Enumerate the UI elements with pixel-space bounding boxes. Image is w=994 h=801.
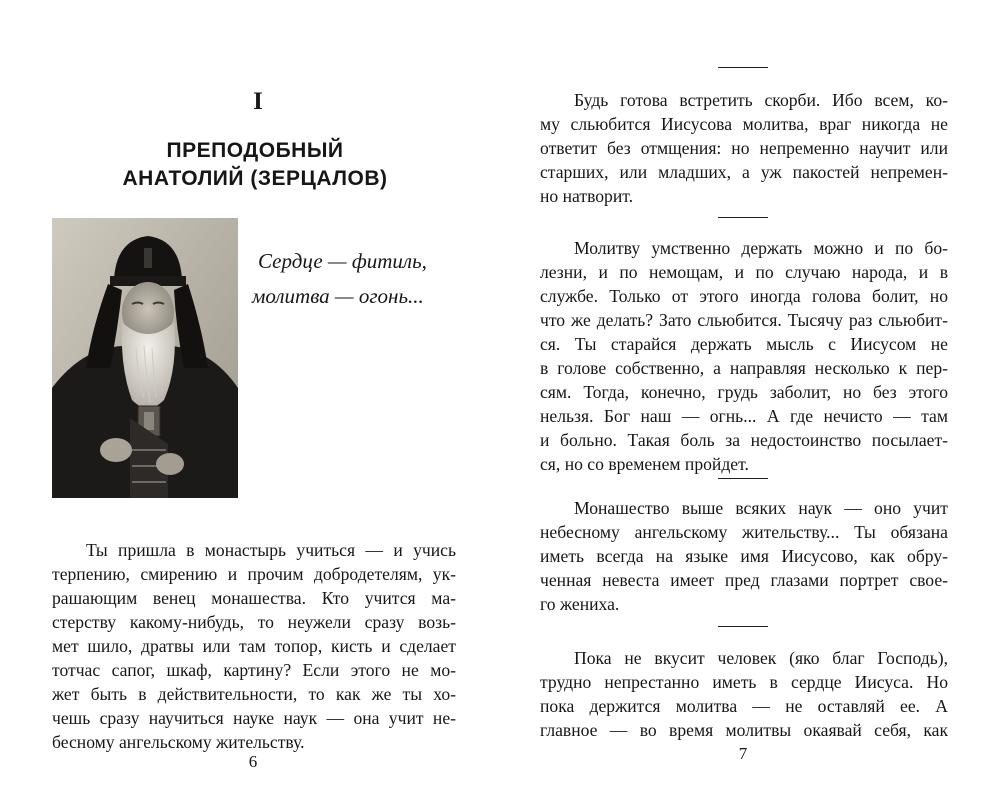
text-line: пока держится молитва — не оставляй ее. А xyxy=(540,696,948,716)
text-line: бесному ангельскому жительству. xyxy=(52,732,305,752)
epigraph xyxy=(252,244,462,314)
text-line: мет шило, дратвы или там топор, кисть и сделает xyxy=(52,636,456,656)
text-line: что же делать? Зато сльюбится. Тысячу раз сльюбит- xyxy=(540,310,948,330)
text-line: терпению, смирению и прочим добродетелям, ук- xyxy=(52,564,456,584)
text-line: Молитву умственно держать можно и по бо- xyxy=(574,238,948,258)
section-divider xyxy=(718,478,768,479)
chapter-title-line: АНАТОЛИЙ (ЗЕРЦАЛОВ) xyxy=(122,167,388,190)
section-divider xyxy=(718,67,768,68)
text-line: Пока не вкусит человек (яко благ Господь), xyxy=(574,648,948,668)
epigraph-line: молитва — огонь... xyxy=(252,284,424,308)
page-number-left: 6 xyxy=(248,752,258,771)
text-line: старших, или младших, а уж пакостей непремен- xyxy=(540,162,948,182)
text-line: го жениха. xyxy=(540,594,620,614)
text-line: Будь готова встретить скорби. Ибо всем, ко- xyxy=(574,90,948,110)
paragraph-3 xyxy=(540,496,948,616)
text-line: Ты пришла в монастырь учиться — и учись xyxy=(86,540,456,560)
text-line: небесному ангельскому жительству... Ты обязана xyxy=(540,522,948,542)
text-line: ответит без отмщения: но непременно научит или xyxy=(540,138,948,158)
paragraph-2 xyxy=(540,236,948,476)
text-line: сям. Тогда, конечно, грудь заболит, но без этого xyxy=(540,382,948,402)
text-line: нельзя. Бог наш — огнь... А где нечисто — там xyxy=(540,406,948,426)
text-line: трудно непрестанно иметь в сердце Иисуса. Но xyxy=(540,672,948,692)
text-line: но натворит. xyxy=(540,186,634,206)
text-line: стерству какому-нибудь, то неужели сразу возь- xyxy=(52,612,456,632)
paragraph-4 xyxy=(540,646,948,742)
chapter-title xyxy=(70,137,440,193)
chapter-number: I xyxy=(253,88,263,115)
text-line: лезни, и по немощам, и по случаю народа, и в xyxy=(540,262,948,282)
chapter-title-line: ПРЕПОДОБНЫЙ xyxy=(166,139,344,162)
text-line: рашающим венец монашества. Кто учится ма- xyxy=(52,588,456,608)
text-line: главное — во время молитвы окаявай себя, как xyxy=(540,720,948,740)
text-line: и больно. Такая боль за недостоинство посылает- xyxy=(540,430,948,450)
page-number-right: 7 xyxy=(738,744,748,763)
paragraph-1 xyxy=(540,88,948,208)
text-line: в голове собственно, а направляя несколько к пер- xyxy=(540,358,948,378)
text-line: жет быть в действительности, то как же ты хо- xyxy=(52,684,456,704)
text-line: ся, но со временем пройдет. xyxy=(540,454,749,474)
portrait-photo xyxy=(52,218,238,498)
text-line: тотчас сапог, шкаф, картину? Если этого не мо- xyxy=(52,660,456,680)
text-line: службе. Только от этого иногда голова болит, но xyxy=(540,286,948,306)
left-body-text xyxy=(52,538,456,754)
epigraph-line: Сердце — фитиль, xyxy=(258,249,427,273)
text-line: иметь всегда на языке имя Иисусово, как обру- xyxy=(540,546,948,566)
section-divider xyxy=(718,626,768,627)
section-divider xyxy=(718,217,768,218)
text-line: чешь сразу научиться науке наук — она учит не- xyxy=(52,708,456,728)
text-line: Монашество выше всяких наук — оно учит xyxy=(574,498,948,518)
text-line: му сльюбится Иисусова молитва, враг никогда не xyxy=(540,114,948,134)
text-line: ченная невеста имеет пред глазами портрет свое- xyxy=(540,570,948,590)
text-line: ся. Ты старайся держать мысль с Иисусом не xyxy=(540,334,948,354)
